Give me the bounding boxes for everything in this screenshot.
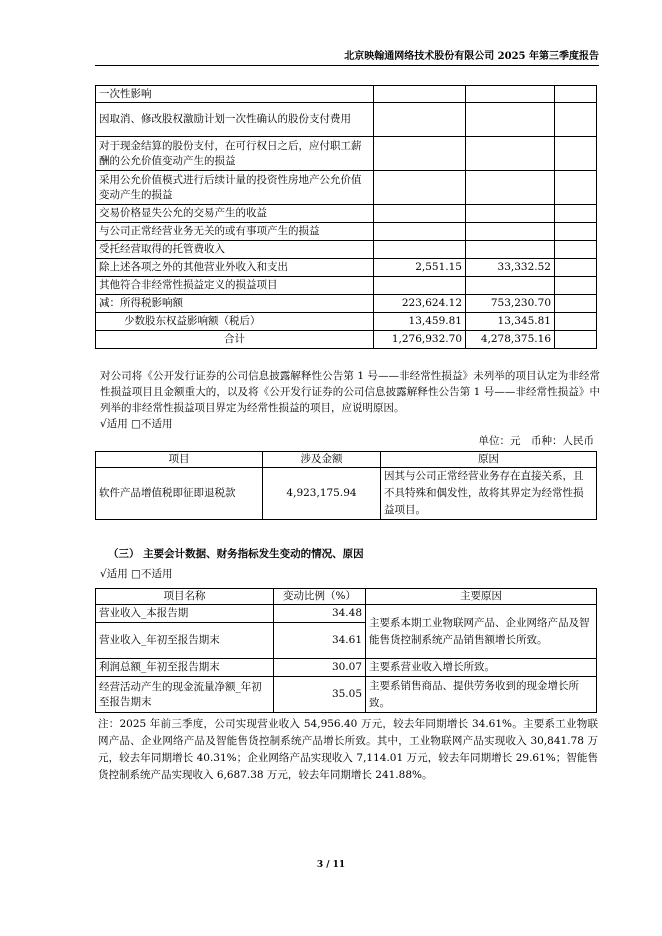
unit-line: 单位：元 币种：人民币 [478,435,594,447]
table-row: 营业收入_年初至报告期末 34.61 [96,623,597,659]
table-row: 营业收入_本报告期 34.48 主要系本期工业物联网产品、企业网络产品及智能售货控制系统产品销售额增长所致。 [96,605,597,623]
recurring-defined-table [95,451,597,520]
table-row: 其他符合非经常性损益定义的损益项目 [96,277,597,295]
page-header: 北京映翰通网络技术股份有限公司 2025 年第三季度报告 [344,51,599,62]
change-reason-table [95,588,597,713]
table-row: 减：所得税影响额 223,624.12 753,230.70 [96,295,597,313]
applicable-checkbox-1: √适用 □不适用 [100,418,173,430]
section-title: （三） 主要会计数据、财务指标发生变动的情况、原因 [108,548,364,560]
non-recurring-table [95,85,597,349]
table-row: 采用公允价值模式进行后续计量的投资性房地产公允价值变动产生的损益 [96,171,597,205]
table-row: 利润总额_年初至报告期末 30.07 主要系营业收入增长所致。 [96,659,597,677]
table-row: 合计 1,276,932.70 4,278,375.16 [96,331,597,349]
table-row: 少数股东权益影响额（税后） 13,459.81 13,345.81 [96,313,597,331]
table-row: 一次性影响 [96,86,597,103]
table-header-row: 项目名称 变动比例（%） 主要原因 [96,589,597,605]
table-row: 因取消、修改股权激励计划一次性确认的股份支付费用 [96,103,597,137]
table-row: 软件产品增值税即征即退税款 4,923,175.94 因其与公司正常经营业务存在直接关系，且不具特殊和偶发性，故将其界定为经常性损益项目。 [96,468,597,520]
table-row: 与公司正常经营业务无关的或有事项产生的损益 [96,223,597,241]
table-row: 除上述各项之外的其他营业外收入和支出 2,551.15 33,332.52 [96,259,597,277]
table-row: 受托经营取得的托管费收入 [96,241,597,259]
header-rule [95,65,599,66]
table-row: 交易价格显失公允的交易产生的收益 [96,205,597,223]
page-number: 3 / 11 [316,860,346,870]
applicable-checkbox-2: √适用 □不适用 [100,568,173,580]
table-header-row: 项目 涉及金额 原因 [96,452,597,468]
revenue-note: 注：2025 年前三季度，公司实现营业收入 54,956.40 万元，较去年同期增长 34.61%。主要系工业物联网产品、企业网络产品及智能售货控制系统产品增长所致。其中，工业物联网产品实现收入 30,841.78 万元，较去年同期增长 40.31%；企业网络产品实现收入 7,114.01 万元，较去年同期增长 29.61%；智能售货控制系统产品实现收入 6,687.38 万元，较去年同期增长 241.88%。 [98,718,598,781]
table-row: 对于现金结算的股份支付，在可行权日之后，应付职工薪酬的公允价值变动产生的损益 [96,137,597,171]
explanation-paragraph: 对公司将《公开发行证券的公司信息披露解释性公告第 1 号——非经常性损益》未列举的项目认定为非经常性损益项目且金额重大的，以及将《公开发行证券的公司信息披露解释性公告第 1 号——非经常性损益》中列举的非经常性损益项目界定为经常性损益的项目，应说明原因。 [100,370,600,414]
table-row: 经营活动产生的现金流量净额_年初至报告期末 35.05 主要系销售商品、提供劳务收到的现金增长所致。 [96,677,597,713]
